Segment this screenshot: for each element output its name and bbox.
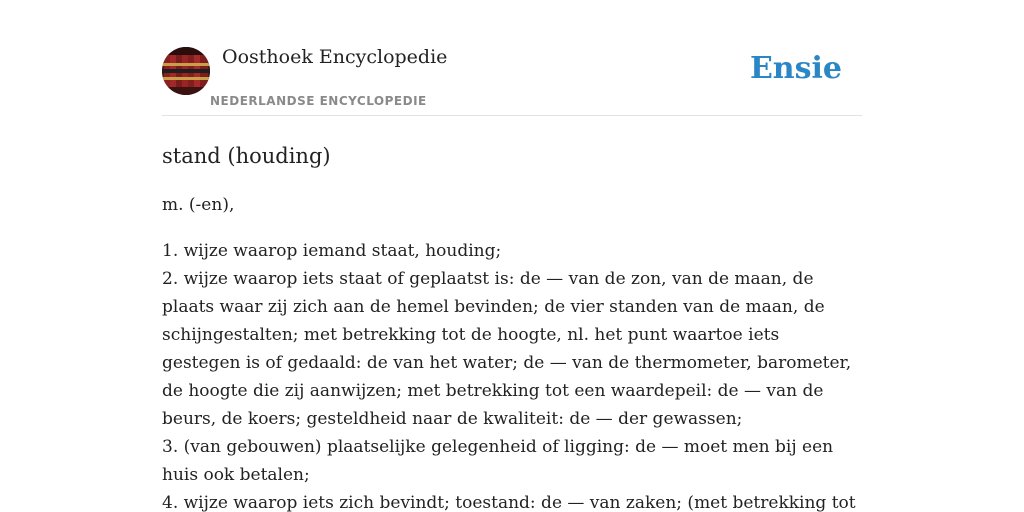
encyclopedia-books-icon[interactable] — [162, 47, 210, 95]
entry-title: stand (houding) — [162, 144, 331, 168]
entry-definition — [162, 237, 862, 512]
site-subtitle: NEDERLANDSE ENCYCLOPEDIE — [210, 94, 427, 108]
entry-grammar: m. (-en), — [162, 195, 235, 215]
definition-line: 2. wijze waarop iets staat of geplaatst is: de — van de zon, van de maan, de plaats waar zij zich aan de hemel bevinden; de vier standen van de maan, de schijngestalten; met betrekking tot de hoogte, nl. het punt waartoe iets gestegen is of gedaald: de van het water; de — van de thermometer, barometer, de hoogte die zij aanwijzen; met betrekking tot een waardepeil: de — van de beurs, de koers; gesteldheid naar de kwaliteit: de — der gewassen; — [162, 269, 852, 429]
page — [162, 0, 862, 512]
site-header — [162, 0, 862, 116]
definition-line: 4. wijze waarop iets zich bevindt; toestand: de — van zaken; (met betrekking tot — [162, 493, 856, 512]
site-name-link[interactable]: Oosthoek Encyclopedie — [222, 46, 448, 68]
definition-line: 3. (van gebouwen) plaatselijke gelegenheid of ligging: de — moet men bij een huis ook betalen; — [162, 437, 834, 485]
definition-line: 1. wijze waarop iemand staat, houding; — [162, 241, 502, 261]
ensie-logo-link[interactable]: Ensie — [749, 51, 842, 86]
